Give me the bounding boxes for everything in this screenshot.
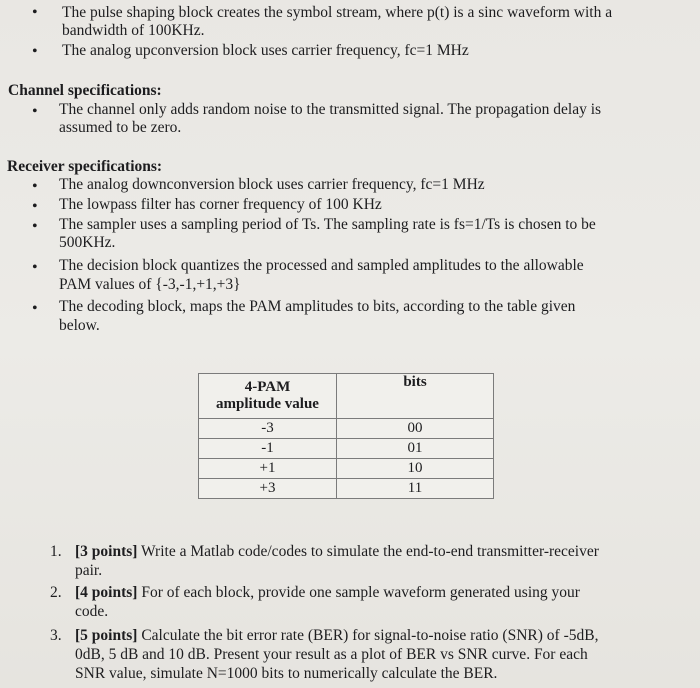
bullet-icon: • [32,300,38,317]
table-cell-amplitude: +3 [199,479,337,499]
bullet-icon: • [32,4,38,21]
rx-bullet-3-line-1: The sampler uses a sampling period of Ts. The sampling rate is fs=1/Ts is chosen to be [59,216,596,233]
task-1-points: [3 points] [75,543,138,560]
task-3-text: Calculate the bit error rate (BER) for signal-to-noise ratio (SNR) of -5dB, [137,627,599,644]
table-row [199,459,494,479]
rx-bullet-4-line-1: The decision block quantizes the processed and sampled amplitudes to the allowable [59,257,584,274]
table-header-amplitude-line-1: 4-PAM [244,379,291,395]
rx-bullet-4-line-2: PAM values of {-3,-1,+1,+3} [59,276,241,293]
rx-bullet-1: The analog downconversion block uses carrier frequency, fc=1 MHz [59,176,485,193]
bullet-icon: • [32,198,38,215]
bullet-icon: • [32,218,38,235]
table-cell-bits: 01 [337,439,494,459]
task-2-number: 2. [50,584,62,601]
table-cell-bits: 00 [337,419,494,439]
table-cell-amplitude: -3 [199,419,337,439]
table-header-amplitude-line-2: amplitude value [216,396,319,412]
table-header-amplitude [199,374,337,419]
task-3-line-3: SNR value, simulate N=1000 bits to numerically calculate the BER. [75,665,498,682]
table-row [199,479,494,499]
table-header-bits: bits [337,374,494,419]
bullet-icon: • [32,103,38,120]
rx-bullet-5-line-1: The decoding block, maps the PAM amplitudes to bits, according to the table given [59,298,576,315]
task-2-line-1 [75,584,580,602]
task-2-line-2: code. [75,603,109,620]
task-3-line-1 [75,627,598,645]
task-3-points: [5 points] [75,627,138,644]
task-1-text: Write a Matlab code/codes to simulate the end-to-end transmitter-receiver [137,543,599,560]
rx-bullet-3-line-2: 500KHz. [59,234,116,251]
tx-bullet-1-line-1: The pulse shaping block creates the symbol stream, where p(t) is a sinc waveform with a [62,4,613,21]
task-1-number: 1. [50,543,62,560]
bullet-icon: • [32,178,38,195]
rx-bullet-5-line-2: below. [59,317,100,334]
task-2-points: [4 points] [75,584,138,601]
tx-bullet-1-line-2: bandwidth of 100KHz. [62,22,205,39]
task-2-text: For of each block, provide one sample waveform generated using your [137,584,580,601]
bullet-icon: • [32,43,38,60]
task-3-line-2: 0dB, 5 dB and 10 dB. Present your result as a plot of BER vs SNR curve. For each [75,646,588,663]
channel-bullet-1-line-1: The channel only adds random noise to the transmitted signal. The propagation delay is [59,101,602,118]
tx-bullet-2-line-1: The analog upconversion block uses carrier frequency, fc=1 MHz [62,42,469,59]
task-1-line-1 [75,543,599,561]
pam-bits-table [198,373,494,499]
table-row [199,439,494,459]
channel-heading: Channel specifications: [8,82,162,99]
bullet-icon: • [32,259,38,276]
table-cell-amplitude: -1 [199,439,337,459]
task-3-number: 3. [50,627,62,644]
table-cell-bits: 10 [337,459,494,479]
receiver-heading: Receiver specifications: [7,158,163,175]
table-cell-amplitude: +1 [199,459,337,479]
table-row [199,419,494,439]
channel-bullet-1-line-2: assumed to be zero. [59,119,182,136]
rx-bullet-2: The lowpass filter has corner frequency of 100 KHz [59,196,382,213]
table-cell-bits: 11 [337,479,494,499]
task-1-line-2: pair. [75,562,103,579]
